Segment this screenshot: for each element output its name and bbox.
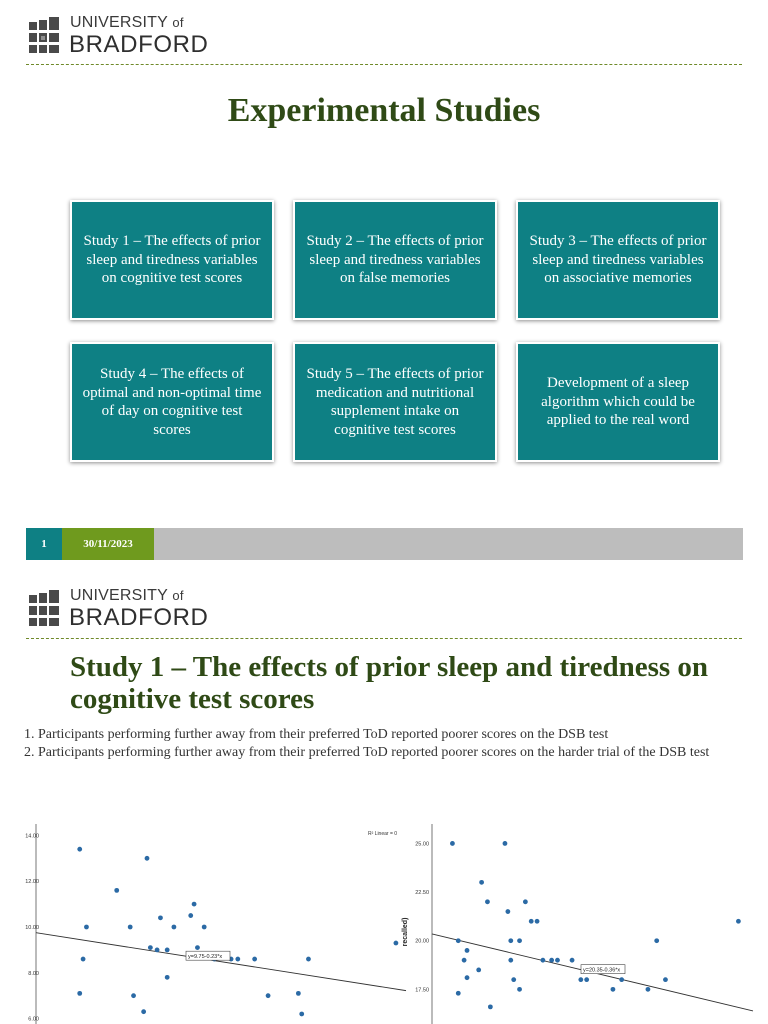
data-point <box>462 958 467 963</box>
y-tick-label: 20.00 <box>415 938 429 945</box>
finding-1: 1. Participants performing further away from their preferred ToD reported poorer scores on the DSB test <box>24 727 609 742</box>
data-point <box>131 993 136 998</box>
y-tick-label: 8.00 <box>28 970 39 977</box>
header-divider <box>26 64 742 65</box>
y-axis-label: recalled) <box>402 917 409 947</box>
brand-line-1: UNIVERSITY of <box>70 14 184 31</box>
page-number: 1 <box>26 528 62 560</box>
data-point <box>555 958 560 963</box>
data-point <box>192 902 197 907</box>
data-point <box>456 991 461 996</box>
data-point <box>77 991 82 996</box>
plot-area <box>36 824 406 1024</box>
equation-label: y=9.75-0.23*x <box>188 953 223 960</box>
y-tick-label: 25.00 <box>415 841 429 848</box>
data-point <box>503 841 508 846</box>
slide-date: 30/11/2023 <box>62 528 154 560</box>
data-point <box>296 991 301 996</box>
brand-line-2: BRADFORD <box>69 604 209 631</box>
data-point <box>158 915 163 920</box>
data-point <box>570 958 575 963</box>
data-point <box>465 948 470 953</box>
data-point <box>508 958 513 963</box>
data-point <box>252 957 257 962</box>
data-point <box>155 947 160 952</box>
data-point <box>77 847 82 852</box>
university-logo <box>26 589 246 629</box>
data-point <box>128 925 133 930</box>
data-point <box>479 880 484 885</box>
data-point <box>165 975 170 980</box>
data-point <box>165 947 170 952</box>
data-point <box>646 987 651 992</box>
data-point <box>578 977 583 982</box>
finding-2: 2. Participants performing further away from their preferred ToD reported poorer scores on the harder trial of the DSB test <box>24 745 710 760</box>
plot-area <box>432 824 753 1024</box>
data-point <box>306 957 311 962</box>
slide-title: Study 1 – The effects of prior sleep and tiredness on cognitive test scores <box>70 651 709 715</box>
y-tick-label: 6.00 <box>28 1016 39 1023</box>
data-point <box>485 899 490 904</box>
data-point <box>535 919 540 924</box>
study-box-2: Study 2 – The effects of prior sleep and tiredness variables on false memories <box>293 200 497 320</box>
data-point <box>549 958 554 963</box>
slide-footer <box>26 528 743 560</box>
data-point <box>266 993 271 998</box>
data-point <box>517 987 522 992</box>
y-tick-label: 17.50 <box>415 987 429 994</box>
study-box-4: Study 4 – The effects of optimal and non-optimal time of day on cognitive test scores <box>70 342 274 462</box>
data-point <box>465 975 470 980</box>
data-point <box>148 945 153 950</box>
data-point <box>145 856 150 861</box>
y-tick-label: 12.00 <box>25 879 39 886</box>
data-point <box>114 888 119 893</box>
data-point <box>188 913 193 918</box>
data-point <box>456 938 461 943</box>
data-point <box>517 938 522 943</box>
study-box-5: Study 5 – The effects of prior medication and nutritional supplement intake on cognitive test scores <box>293 342 497 462</box>
data-point <box>488 1004 493 1009</box>
data-point <box>84 925 89 930</box>
data-point <box>523 899 528 904</box>
data-point <box>195 945 200 950</box>
data-point <box>511 977 516 982</box>
data-point <box>299 1012 304 1017</box>
brand-line-1: UNIVERSITY of <box>70 587 184 604</box>
university-crest-icon <box>26 589 62 629</box>
y-tick-label: 22.50 <box>415 890 429 897</box>
equation-label: y=20.35-0.36*x <box>583 967 621 974</box>
data-point <box>736 919 741 924</box>
data-point <box>584 977 589 982</box>
data-point <box>505 909 510 914</box>
slide-2 <box>0 575 768 1024</box>
study-box-3: Study 3 – The effects of prior sleep and tiredness variables on associative memories <box>516 200 720 320</box>
data-point <box>172 925 177 930</box>
university-crest-icon <box>26 16 62 56</box>
y-tick-label: 10.00 <box>25 925 39 931</box>
data-point <box>450 841 455 846</box>
data-point <box>476 968 481 973</box>
study-box-1: Study 1 – The effects of prior sleep and tiredness variables on cognitive test scores <box>70 200 274 320</box>
data-point <box>611 987 616 992</box>
data-point <box>235 957 240 962</box>
fit-legend: R² Linear = 0 <box>368 831 398 837</box>
data-point <box>654 938 659 943</box>
header-divider <box>26 638 742 639</box>
data-point <box>508 938 513 943</box>
data-point <box>663 977 668 982</box>
data-point <box>540 958 545 963</box>
data-point <box>529 919 534 924</box>
algorithm-box: Development of a sleep algorithm which could be applied to the real word <box>516 342 720 462</box>
data-point <box>81 957 86 962</box>
y-tick-label: 14.00 <box>25 833 39 840</box>
data-point <box>619 977 624 982</box>
brand-line-2: BRADFORD <box>69 31 209 58</box>
scatter-chart-right <box>395 820 768 1024</box>
slide-title: Experimental Studies <box>227 92 541 129</box>
data-point <box>141 1009 146 1014</box>
university-logo <box>26 16 246 56</box>
scatter-chart-left <box>10 820 410 1024</box>
data-point <box>202 925 207 930</box>
